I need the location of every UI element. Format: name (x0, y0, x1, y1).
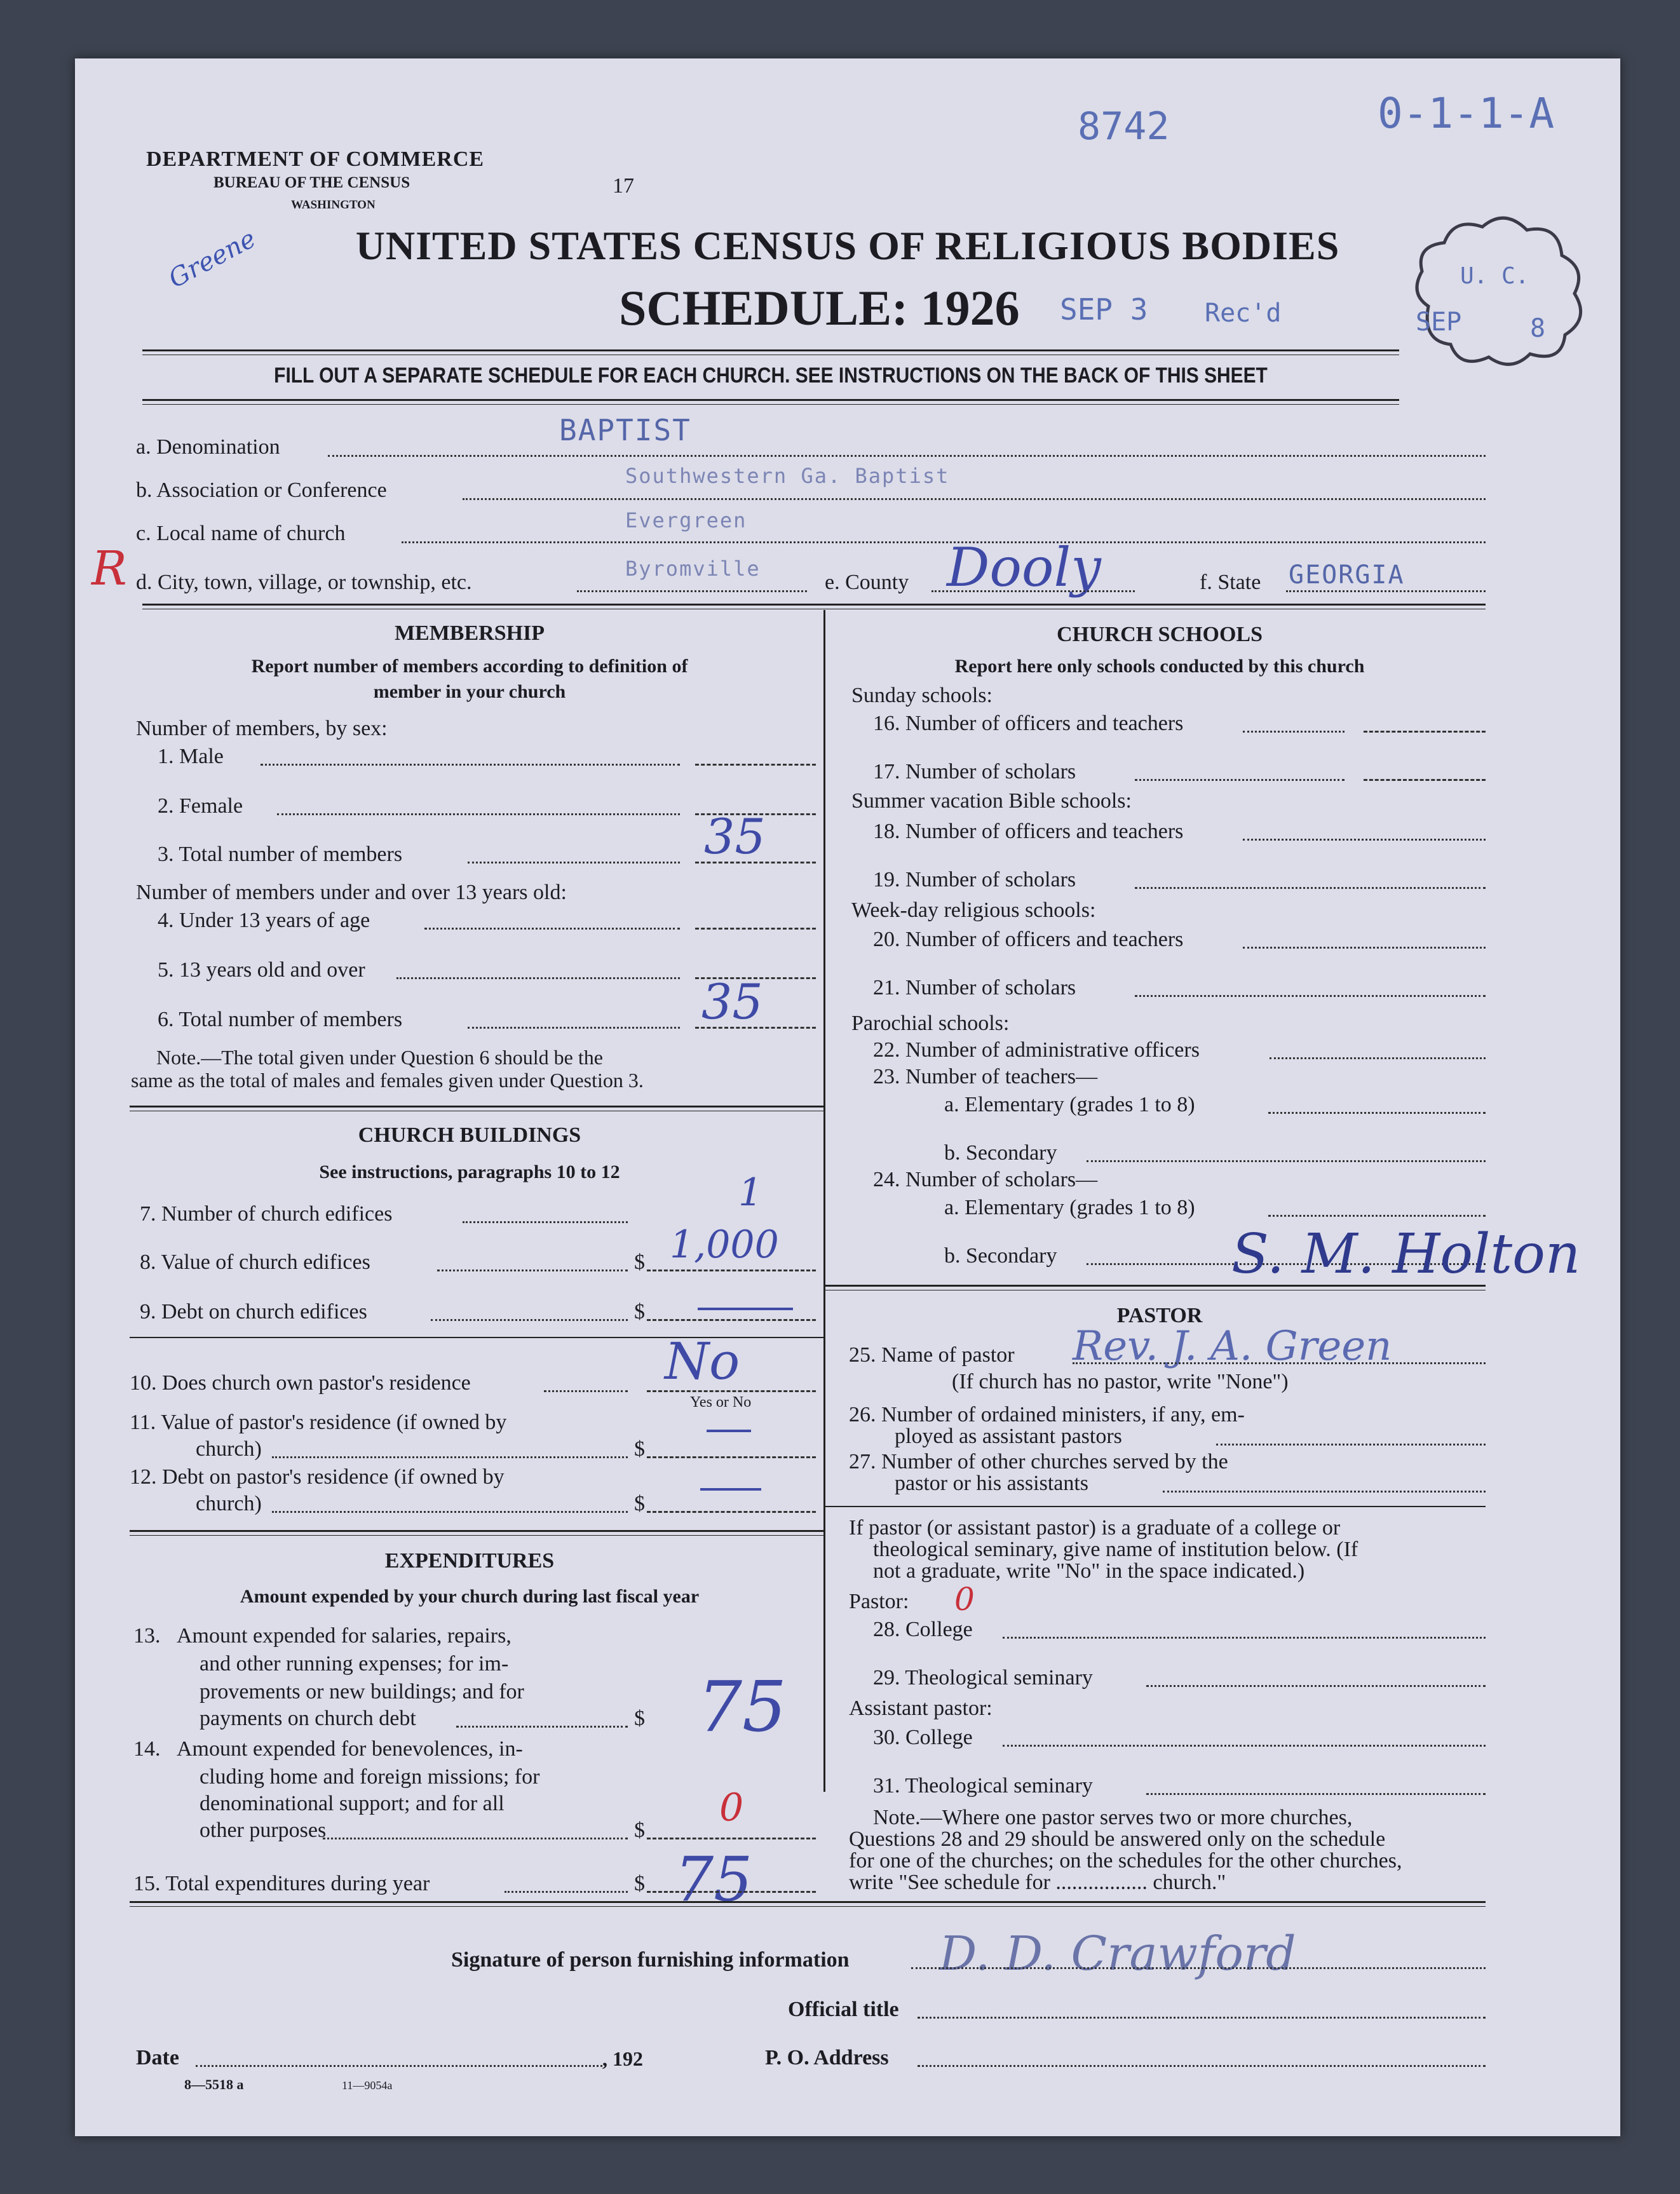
weekday-schools-label: Week-day religious schools: (851, 898, 1096, 922)
form-title: UNITED STATES CENSUS OF RELIGIOUS BODIES (355, 223, 1340, 268)
q9-debt-on-edifices: 9. Debt on church edifices (140, 1300, 367, 1324)
county-value: Dooly (947, 536, 1101, 599)
cloud-stamp-line-2: SEP (1416, 308, 1462, 337)
association-value: Southwestern Ga. Baptist (625, 464, 950, 488)
membership-subheading-2: member in your church (373, 681, 566, 702)
file-code-stamp: 0-1-1-A (1378, 89, 1555, 138)
q14-dollar-sign: $ (634, 1818, 645, 1842)
buildings-subheading: See instructions, paragraphs 10 to 12 (319, 1161, 620, 1182)
official-title-label: Official title (788, 1998, 899, 2021)
q14-line-2: cluding home and foreign missions; for (200, 1765, 540, 1789)
q23a-elementary: a. Elementary (grades 1 to 8) (944, 1093, 1195, 1116)
pastor-overwrite-signature: S. M. Holton (1231, 1222, 1581, 1286)
q10-value: No (665, 1332, 740, 1391)
q26-continued: ployed as assistant pastors (895, 1425, 1122, 1448)
state-label: f. State (1200, 571, 1261, 594)
q13-dollar-sign: $ (634, 1707, 645, 1730)
q20-weekday-officers: 20. Number of officers and teachers (873, 928, 1184, 951)
q14-line-3: denominational support; and for all (200, 1792, 505, 1815)
members-by-sex-label: Number of members, by sex: (136, 717, 388, 740)
yes-or-no-hint: Yes or No (690, 1394, 752, 1411)
q6-total-members: 6. Total number of members (158, 1008, 403, 1031)
q14-line-1: Amount expended for benevolences, in- (177, 1737, 523, 1761)
q7-church-edifices: 7. Number of church edifices (140, 1202, 393, 1226)
cloud-stamp-line-3: 8 (1530, 314, 1546, 343)
q14-line-4: other purposes (200, 1818, 327, 1842)
expenditures-heading: EXPENDITURES (384, 1549, 555, 1573)
association-label: b. Association or Conference (136, 478, 387, 502)
q3-value: 35 (704, 808, 766, 865)
graduate-instruction-3: not a graduate, write "No" in the space indicated.) (873, 1559, 1305, 1583)
q11-dollar-sign: $ (634, 1437, 645, 1461)
q12-continued: church) (196, 1492, 262, 1515)
q26-assistant-pastors: 26. Number of ordained ministers, if any, em- (849, 1403, 1245, 1426)
county-label: e. County (825, 571, 909, 594)
q19-summer-scholars: 19. Number of scholars (873, 868, 1076, 891)
denomination-label: a. Denomination (136, 435, 280, 459)
q11-continued: church) (196, 1437, 262, 1461)
q13-number: 13. (133, 1624, 161, 1648)
q12-dollar-sign: $ (634, 1492, 645, 1515)
state-value: GEORGIA (1289, 560, 1405, 590)
city-label: d. City, town, village, or township, etc. (136, 571, 472, 594)
cloud-received-stamp (1403, 211, 1594, 376)
q2-female: 2. Female (158, 794, 243, 818)
form-number: 8—5518 a (184, 2076, 244, 2092)
members-by-age-label: Number of members under and over 13 years old: (136, 881, 567, 904)
buildings-heading: CHURCH BUILDINGS (358, 1123, 581, 1147)
q15-total-expenditures: 15. Total expenditures during year (133, 1872, 430, 1895)
bureau-heading: BUREAU OF THE CENSUS (213, 174, 410, 191)
q18-summer-officers: 18. Number of officers and teachers (873, 820, 1184, 843)
q1-male: 1. Male (158, 745, 224, 768)
q13-value: 75 (698, 1666, 787, 1747)
pastor-subheading: Pastor: (849, 1590, 909, 1613)
q31-seminary: 31. Theological seminary (873, 1774, 1093, 1798)
q25-value: Rev. J. A. Green (1073, 1323, 1392, 1370)
q3-total-members: 3. Total number of members (158, 843, 403, 866)
q24b-secondary: b. Secondary (944, 1244, 1057, 1268)
q14-number: 14. (133, 1737, 161, 1761)
membership-note-line-2: same as the total of males and females given under Question 3. (131, 1069, 644, 1092)
church-name-value: Evergreen (625, 508, 747, 532)
q13-line-1: Amount expended for salaries, repairs, (177, 1624, 511, 1648)
red-check-mark: R (91, 541, 127, 596)
date-year-prefix: , 192 (602, 2047, 643, 2070)
county-handwritten-note: Greene (164, 224, 261, 294)
parochial-schools-label: Parochial schools: (851, 1012, 1010, 1035)
signature-label: Signature of person furnishing information (451, 1948, 850, 1972)
department-heading: DEPARTMENT OF COMMERCE (146, 147, 485, 171)
graduate-instruction-1: If pastor (or assistant pastor) is a graduate of a college or (849, 1516, 1341, 1540)
q14-value: 0 (719, 1785, 744, 1830)
date-label: Date (136, 2046, 179, 2069)
q25-none-note: (If church has no pastor, write "None") (952, 1370, 1289, 1393)
q8-value: 1,000 (670, 1222, 779, 1267)
q23-teachers: 23. Number of teachers— (873, 1065, 1098, 1088)
serial-number-stamp: 8742 (1078, 104, 1170, 149)
city-heading: WASHINGTON (291, 198, 376, 212)
pastor-note-line-4: write "See schedule for ................. church." (849, 1871, 1226, 1894)
q13-line-2: and other running expenses; for im- (200, 1652, 509, 1676)
city-value: Byromville (625, 557, 761, 581)
q15-dollar-sign: $ (634, 1872, 645, 1895)
pastor-note-line-3: for one of the churches; on the schedules for the other churches, (849, 1849, 1402, 1872)
q28-college: 28. College (873, 1618, 973, 1641)
signature-value: D. D. Crawford (939, 1927, 1296, 1981)
summer-schools-label: Summer vacation Bible schools: (851, 789, 1132, 813)
q9-dollar-sign: $ (634, 1300, 645, 1324)
assistant-pastor-subheading: Assistant pastor: (849, 1696, 992, 1720)
print-number: 11—9054a (342, 2079, 393, 2092)
q5-13-and-over: 5. 13 years old and over (158, 958, 365, 982)
q15-value: 75 (675, 1844, 753, 1915)
pastor-note-line-2: Questions 28 and 29 should be answered only on the schedule (849, 1827, 1386, 1851)
q11-residence-value: 11. Value of pastor's residence (if owned by (130, 1411, 507, 1434)
q24a-elementary: a. Elementary (grades 1 to 8) (944, 1196, 1195, 1219)
q7-value: 1 (738, 1170, 763, 1215)
date-stamp: SEP 3 (1060, 292, 1148, 327)
church-name-label: c. Local name of church (136, 522, 346, 545)
graduate-instruction-2: theological seminary, give name of institution below. (If (873, 1538, 1358, 1561)
membership-heading: MEMBERSHIP (394, 621, 545, 645)
page-number: 17 (613, 174, 634, 198)
q8-value-of-edifices: 8. Value of church edifices (140, 1250, 370, 1274)
denomination-value: BAPTIST (559, 413, 691, 447)
q10-owns-residence: 10. Does church own pastor's residence (130, 1371, 471, 1395)
expenditures-subheading: Amount expended by your church during last fiscal year (240, 1586, 700, 1607)
q12-residence-debt: 12. Debt on pastor's residence (if owned by (130, 1465, 505, 1489)
q16-sunday-officers: 16. Number of officers and teachers (873, 712, 1184, 735)
census-schedule-sheet (75, 58, 1620, 2136)
form-instruction: FILL OUT A SEPARATE SCHEDULE FOR EACH CHURCH. SEE INSTRUCTIONS ON THE BACK OF THIS SHEET (274, 363, 1268, 388)
cloud-stamp-line-1: U. C. (1460, 263, 1529, 289)
pastor-graduate-mark: 0 (954, 1581, 975, 1618)
q13-line-4: payments on church debt (200, 1707, 416, 1730)
q23b-secondary: b. Secondary (944, 1141, 1057, 1165)
q8-dollar-sign: $ (634, 1250, 645, 1274)
membership-note-line-1: Note.—The total given under Question 6 should be the (156, 1046, 603, 1069)
q27-continued: pastor or his assistants (895, 1472, 1089, 1495)
q17-sunday-scholars: 17. Number of scholars (873, 760, 1076, 783)
q4-under-13: 4. Under 13 years of age (158, 909, 370, 932)
received-stamp: Rec'd (1205, 299, 1282, 328)
q21-weekday-scholars: 21. Number of scholars (873, 976, 1076, 999)
q30-college: 30. College (873, 1726, 973, 1749)
membership-subheading-1: Report number of members according to definition of (251, 656, 688, 677)
schools-subheading: Report here only schools conducted by this church (954, 656, 1365, 677)
q27-other-churches: 27. Number of other churches served by the (849, 1450, 1228, 1473)
q6-value: 35 (701, 973, 763, 1030)
pastor-heading: PASTOR (1116, 1304, 1203, 1327)
q29-seminary: 29. Theological seminary (873, 1666, 1093, 1690)
q24-scholars: 24. Number of scholars— (873, 1168, 1098, 1191)
q13-line-3: provements or new buildings; and for (200, 1680, 524, 1703)
schools-heading: CHURCH SCHOOLS (1057, 623, 1263, 646)
pastor-note-line-1: Note.—Where one pastor serves two or more churches, (873, 1806, 1353, 1829)
sunday-schools-label: Sunday schools: (851, 684, 992, 707)
q22-admin-officers: 22. Number of administrative officers (873, 1038, 1200, 1062)
po-address-label: P. O. Address (765, 2046, 889, 2069)
schedule-year: SCHEDULE: 1926 (619, 280, 1020, 335)
q25-pastor-name: 25. Name of pastor (849, 1343, 1015, 1367)
